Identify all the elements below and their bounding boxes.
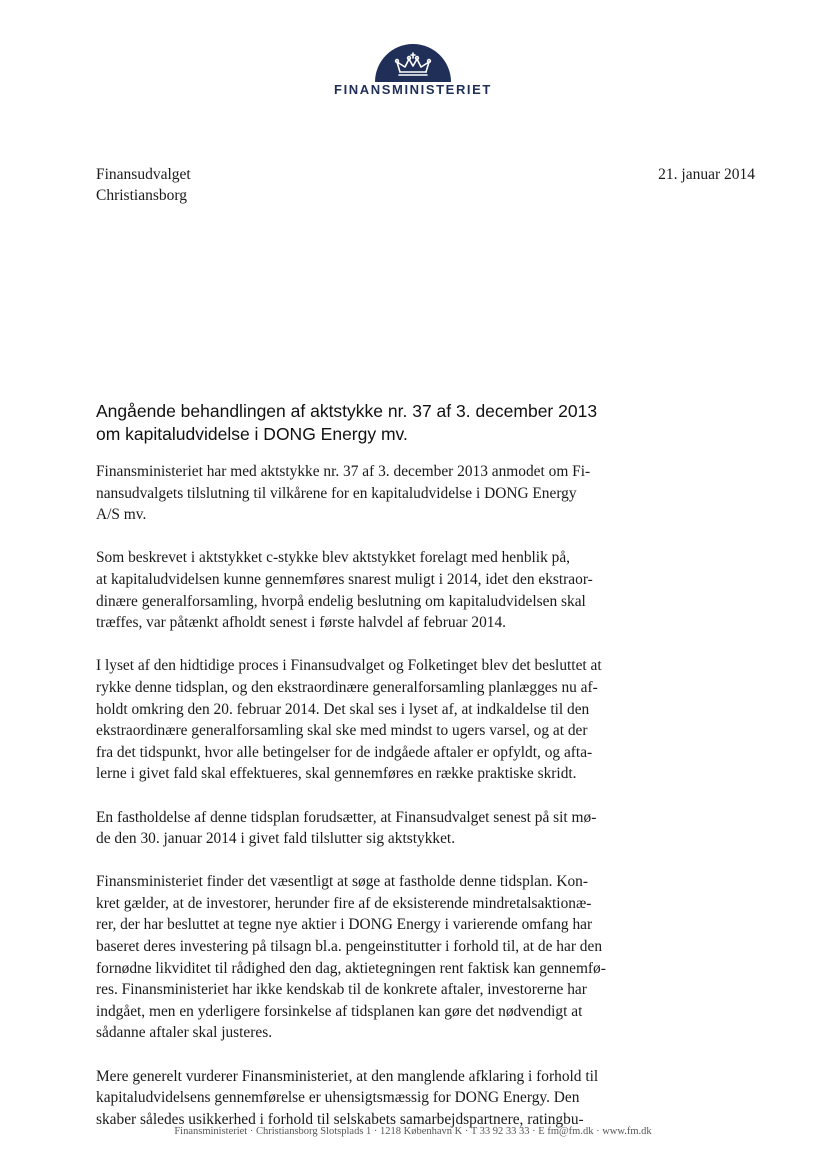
text-line: kapitaludvidelsens gennemførelse er uhensigtsmæssig for DONG Energy. Den (96, 1089, 580, 1107)
text-line: Finansministeriet har med aktstykke nr. 37 af 3. december 2013 anmodet om Fi- (96, 463, 591, 480)
letter-date: 21. januar 2014 (658, 166, 755, 183)
paragraph (96, 547, 636, 633)
text-line: indgået, men en yderligere forsinkelse af tidsplanen kan gøre det nødvendigt at (96, 1002, 583, 1020)
text-line: fornødne likviditet til rådighed den dag, aktietegningen rent faktisk kan gennemfø- (96, 959, 606, 977)
text-line: baseret deres investering på tilsagn bl.a. pengeinstitutter i forhold til, at de har den (96, 938, 603, 956)
page-footer: Finansministeriet · Christiansborg Slotsplads 1 · 1218 København K · T 33 92 33 33 · E fm@fm.dk · www.fm.dk (174, 1126, 652, 1137)
text-line: lerne i givet fald skal effektueres, skal gennemføres en række praktiske skridt. (96, 765, 577, 783)
text-line: ekstraordinære generalforsamling skal ske med mindst to ugers varsel, og at der (96, 722, 588, 740)
text-line: I lyset af den hidtidige proces i Finansudvalget og Folketinget blev det besluttet at (96, 657, 602, 675)
text-line: holdt omkring den 20. februar 2014. Det skal ses i lyset af, at indkaldelse til den (96, 700, 590, 718)
text-line: A/S mv. (96, 506, 147, 524)
text-line: Mere generelt vurderer Finansministeriet, at den manglende afklaring i forhold til (96, 1067, 599, 1085)
ministry-logo (322, 44, 504, 97)
paragraph (96, 871, 636, 1044)
recipient-address (96, 164, 191, 206)
text-line: de den 30. januar 2014 i givet fald tilslutter sig aktstykket. (96, 830, 456, 848)
text-line: at kapitaludvidelsen kunne gennemføres snarest muligt i 2014, idet den ekstraor- (96, 570, 593, 588)
ministry-wordmark: FINANSMINISTERIET (334, 82, 492, 97)
text-line: kret gælder, at de investorer, herunder fire af de eksisterende mindretalsaktionæ- (96, 894, 592, 912)
crown-emblem-icon (375, 44, 451, 82)
text-line: Finansministeriet finder det væsentligt at søge at fastholde denne tidsplan. Kon- (96, 873, 588, 891)
paragraph (96, 807, 636, 850)
text-line: sådanne aftaler skal justeres. (96, 1024, 273, 1042)
text-line: nansudvalgets tilslutning til vilkårene for en kapitaludvidelse i DONG Energy (96, 484, 577, 502)
paragraph (96, 655, 636, 785)
subject-line-2: om kapitaludvidelse i DONG Energy mv. (96, 424, 408, 444)
subject-heading (96, 400, 656, 446)
text-line: rykke denne tidsplan, og den ekstraordinære generalforsamling planlægges nu af- (96, 678, 598, 696)
recipient-line-2: Christiansborg (96, 187, 187, 204)
text-line: fra det tidspunkt, hvor alle betingelser for de indgåede aftaler er opfyldt, og afta- (96, 743, 593, 761)
text-line: rer, der har besluttet at tegne nye aktier i DONG Energy i varierende omfang har (96, 916, 593, 934)
paragraph (96, 1066, 636, 1131)
letter-body (96, 461, 636, 1152)
text-line: En fastholdelse af denne tidsplan forudsætter, at Finansudvalget senest på sit mø- (96, 808, 597, 826)
text-line: dinære generalforsamling, hvorpå endelig beslutning om kapitaludvidelsen skal (96, 592, 586, 610)
text-line: Som beskrevet i aktstykket c-stykke blev aktstykket forelagt med henblik på, (96, 549, 570, 567)
paragraph (96, 461, 636, 526)
text-line: skaber således usikkerhed i forhold til selskabets samarbejdspartnere, ratingbu- (96, 1110, 584, 1128)
recipient-line-1: Finansudvalget (96, 166, 191, 183)
text-line: træffes, var påtænkt afholdt senest i første halvdel af februar 2014. (96, 614, 507, 632)
subject-line-1: Angående behandlingen af aktstykke nr. 37 af 3. december 2013 (96, 401, 598, 421)
text-line: res. Finansministeriet har ikke kendskab til de konkrete aftaler, investorerne har (96, 981, 587, 999)
